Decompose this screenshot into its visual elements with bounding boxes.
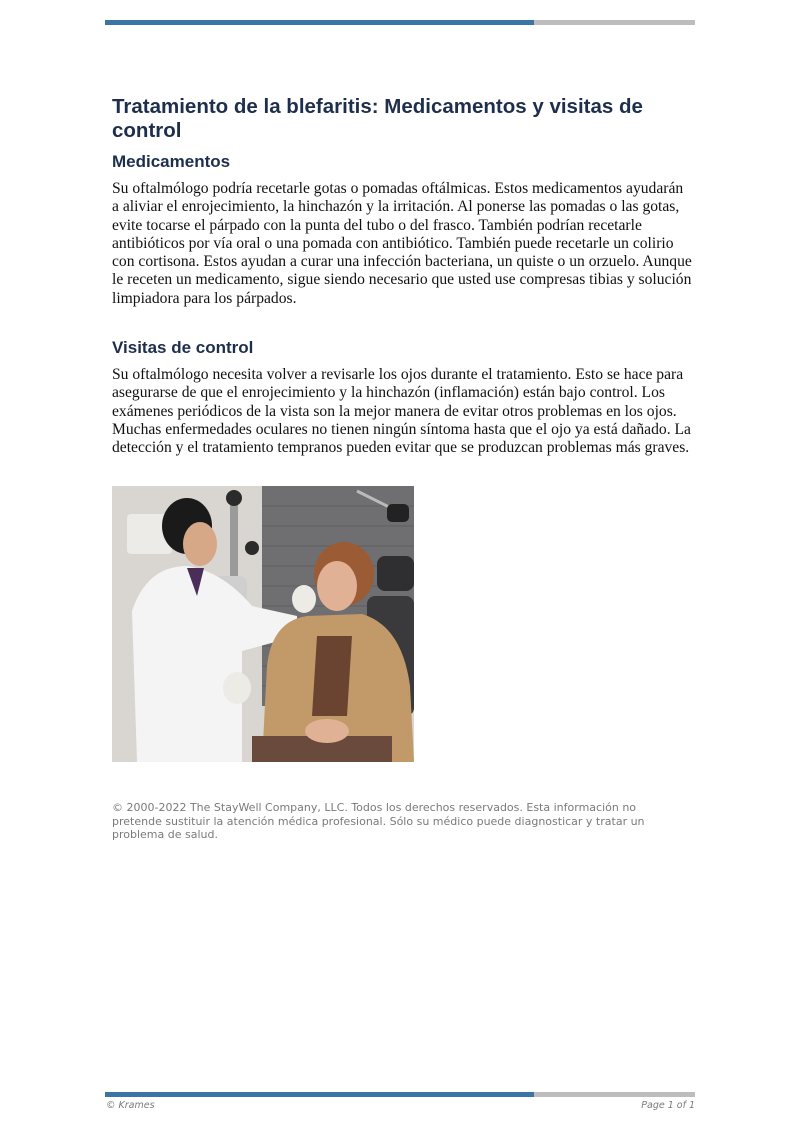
section-body: Su oftalmólogo podría recetarle gotas o pomadas oftálmicas. Estos medicamentos ayudarán a aliviar el enrojecimiento, la hinchazón y la irritación. Al ponerse las pomadas o las gotas, evite tocarse el párpado con la punta del tubo o del frasco. También podrían recetarle antibióticos por vía oral o una pomada con antibiótico. También puede recetarle un colirio con cortisona. Estos ayudan a curar una infección bacteriana, un quiste o un orzuelo. Aunque le receten un medicamento, sigue siendo necesario que usted use compresas tibias y solución limpiadora para los párpados. <box>112 180 692 307</box>
section-medications <box>112 152 692 308</box>
photo-illustration <box>112 486 414 762</box>
document-content <box>112 95 692 458</box>
page-title: Tratamiento de la blefaritis: Medicamentos y visitas de control <box>112 95 643 142</box>
footer-page-number: Page 1 of 1 <box>641 1100 695 1111</box>
accent-bar-secondary <box>534 20 695 25</box>
accent-bar-primary <box>105 1092 534 1097</box>
section-heading: Visitas de control <box>112 338 254 358</box>
footer-publisher: © Krames <box>106 1100 155 1111</box>
section-body: Su oftalmólogo necesita volver a revisarle los ojos durante el tratamiento. Esto se hace para asegurarse de que el enrojecimiento y la hinchazón (inflamación) están bajo control. Los exámenes periódicos de la vista son la mejor manera de evitar otros problemas en los ojos. Muchas enfermedades oculares no tienen ningún síntoma hasta que el ojo ya está dañado. La detección y el tratamiento tempranos pueden evitar que se produzcan problemas más graves. <box>112 366 691 457</box>
copyright-disclaimer: © 2000-2022 The StayWell Company, LLC. Todos los derechos reservados. Esta información no pretende sustituir la atención médica profesional. Sólo su médico puede diagnosticar y tratar un problema de salud. <box>112 801 645 842</box>
doctor-patient-photo <box>112 486 414 762</box>
bottom-accent-bar <box>105 1092 695 1097</box>
accent-bar-secondary <box>534 1092 695 1097</box>
section-follow-up-visits <box>112 338 692 457</box>
section-heading: Medicamentos <box>112 152 231 171</box>
accent-bar-primary <box>105 20 534 25</box>
top-accent-bar <box>105 20 695 25</box>
